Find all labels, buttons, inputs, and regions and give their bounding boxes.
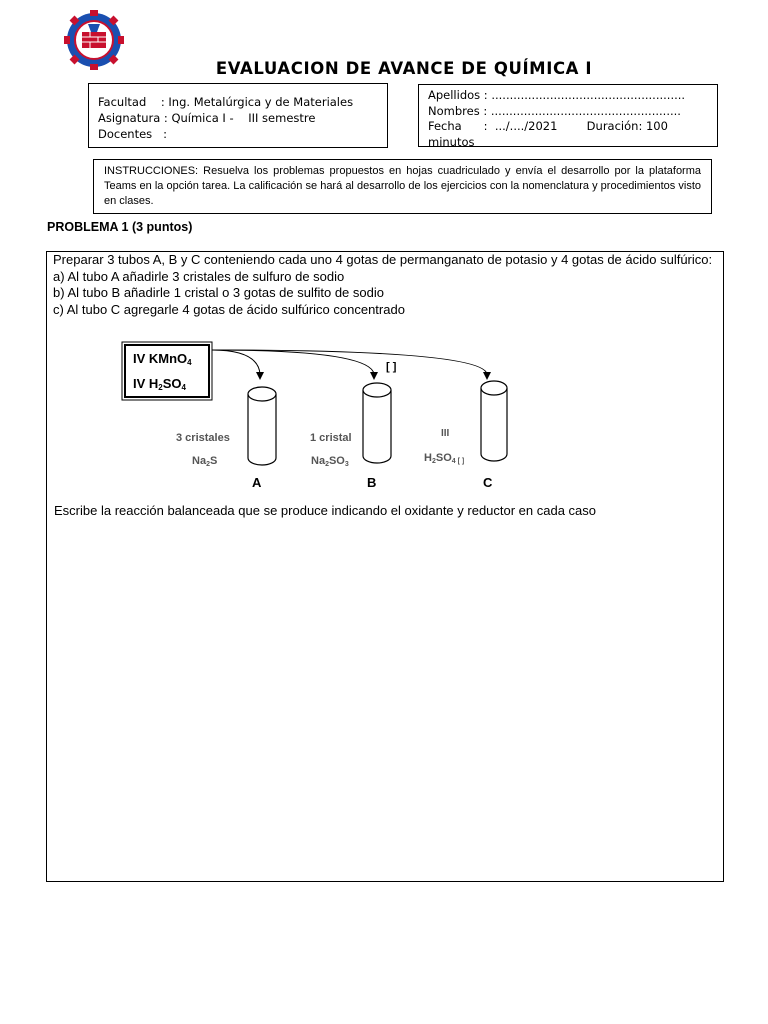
surname-line: Apellidos : ..................................................... [428,88,686,102]
transfer-arrows [212,350,487,374]
problem-heading: PROBLEMA 1 (3 puntos) [47,220,193,234]
tube-c [481,381,507,461]
tube-b-top-label: 1 cristal [310,432,352,444]
teachers-line: Docentes : [98,127,167,141]
problem-item-b: b) Al tubo B añadirle 1 cristal o 3 gotas de sulfito de sodio [53,285,384,300]
arrowheads [256,372,491,380]
minutes-line: minutos [428,134,475,149]
tube-a [248,387,276,465]
tube-c-formula: H2SO4 [ ] [424,452,465,465]
tube-c-letter: C [483,475,493,490]
test-tubes-diagram [110,338,530,498]
subject-line: Asignatura : Química I - III semestre [98,111,316,125]
student-info-box [418,84,718,147]
names-line: Nombres : .................................................... [428,103,681,118]
problem-item-a: a) Al tubo A añadirle 3 cristales de sulfuro de sodio [53,268,345,284]
tube-b [363,383,391,463]
reagent-kmno4: IV KMnO4 [133,351,192,367]
page-title: EVALUACION DE AVANCE DE QUÍMICA I [215,59,593,78]
course-info-box [88,83,388,148]
tube-a-letter: A [252,475,262,490]
problem-closing: Escribe la reacción balanceada que se produce indicando el oxidante y reductor en cada caso [54,503,597,518]
problem-statement [53,252,712,318]
reagent-h2so4: IV H2SO4 [133,376,186,392]
tube-c-top-label: III [441,428,450,439]
tube-a-formula: Na2S [192,455,218,468]
problem-intro: Preparar 3 tubos A, B y C conteniendo cada uno 4 gotas de permanganato de potasio y 4 gotas de ácido sulfúrico: [53,252,713,267]
tube-b-formula: Na2SO3 [311,455,349,468]
date-duration-line: Fecha : .../..../2021 Duración: 100 [428,119,668,133]
bracket-label: [ ] [386,361,397,373]
instructions-box [93,159,712,214]
problem-item-c: c) Al tubo C agregarle 4 gotas de ácido sulfúrico concentrado [53,301,405,317]
faculty-line: Facultad : Ing. Metalúrgica y de Materiales [98,95,354,109]
tube-b-letter: B [367,475,377,490]
tube-a-top-label: 3 cristales [176,432,230,444]
instructions-text: INSTRUCCIONES: Resuelva los problemas propuestos en hojas cuadriculado y envía el desarrollo por la plataforma Teams en la opción tarea. La calificación se hará al desarrollo de los ejercicios con la nomenclatura y procedimientos visto en clases. [104,165,701,207]
